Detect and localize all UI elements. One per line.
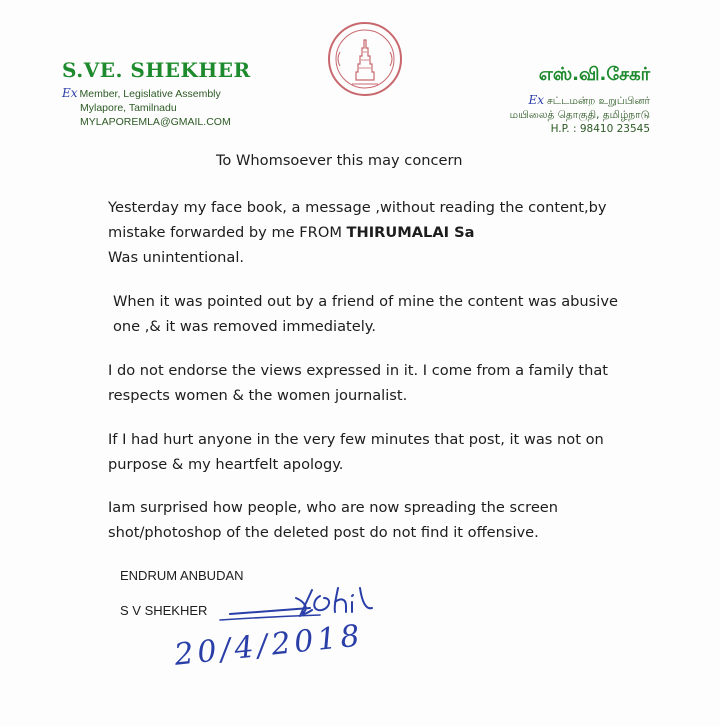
paragraph-4: If I had hurt anyone in the very few minutes that post, it was not on purpose & my heartfelt apology. [108,431,604,473]
letterhead-place-ta: மயிலைத் தொகுதி, தமிழ்நாடு [509,109,650,121]
letterhead-title-en: Ex Member, Legislative Assembly [62,86,221,100]
signatory-name: S V SHEKHER [120,603,208,618]
paragraph-5: Iam surprised how people, who are now spreading the screen shot/photoshop of the deleted post do not find it offensive. [108,499,559,541]
letterhead-place-en: Mylapore, Tamilnadu [80,102,177,114]
closing-line: ENDRUM ANBUDAN [120,568,244,583]
ex-mark-handwritten-ta: Ex [528,93,544,107]
government-seal-icon [326,20,404,98]
letterhead-phone: H.P. : 98410 23545 [550,123,650,135]
paragraph-1: Yesterday my face book, a message ,without reading the content,by mistake forwarded by me FROM THIRUMALAI Sa Was unintentional. [108,199,607,266]
letterhead-name-ta: எஸ்.வி.சேகர் [538,64,650,85]
letterhead-name-en: S.VE. SHEKHER [62,58,251,82]
letterhead-title-ta: Ex சட்டமன்ற உறுப்பினர் [528,93,650,107]
ex-mark-handwritten: Ex [62,86,78,100]
letterhead-tamil [510,64,650,136]
letterhead-english [62,58,251,129]
handwritten-date: 20/4/2018 [172,618,366,673]
salutation: To Whomsoever this may concern [216,152,463,169]
paragraph-2: When it was pointed out by a friend of mine the content was abusive one ,& it was removed immediately. [113,293,618,335]
letterhead-email: MYLAPOREMLA@GMAIL.COM [80,116,231,128]
sender-name-bold: THIRUMALAI Sa [346,224,475,241]
paragraph-3: I do not endorse the views expressed in it. I come from a family that respects women & the women journalist. [108,362,608,404]
